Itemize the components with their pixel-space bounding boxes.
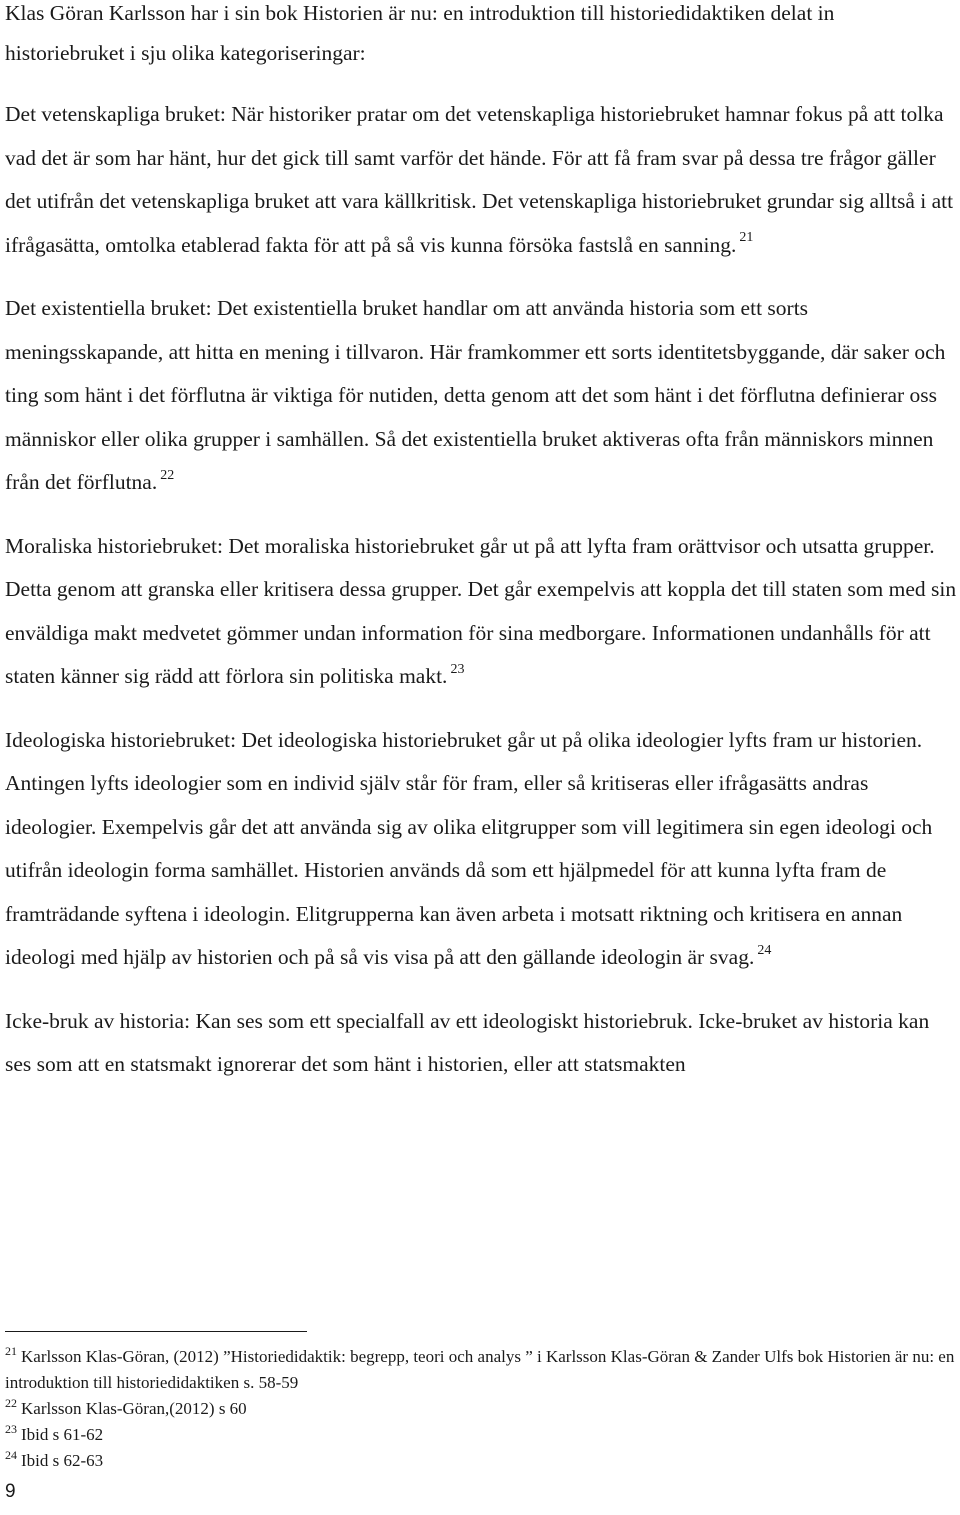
paragraph-ideologiska-historiebruket xyxy=(5,719,957,980)
footnote-24 xyxy=(5,1448,955,1474)
paragraph-text: Moraliska historiebruket: Det moraliska historiebruket går ut på att lyfta fram orättvisor och utsatta grupper. Detta genom att granska eller kritisera dessa grupper. Det går exempelvis att koppla det till staten som med sin enväldiga makt medvetet gömmer undan information för sina medborgare. Informationen undanhålls för att staten känner sig rädd att förlora sin politiska makt. xyxy=(5,533,957,688)
paragraph-intro xyxy=(5,0,957,73)
footnote-number: 24 xyxy=(5,1448,17,1463)
footnote-text: Karlsson Klas-Göran,(2012) s 60 xyxy=(21,1399,247,1418)
body-text xyxy=(5,0,957,1087)
footnote-reference[interactable]: 21 xyxy=(739,230,754,246)
footnote-separator xyxy=(5,1331,307,1332)
footnote-number: 22 xyxy=(5,1396,17,1411)
page-number: 9 xyxy=(5,1481,16,1502)
footnotes-section xyxy=(5,1344,955,1474)
paragraph-text: Icke-bruk av historia: Kan ses som ett specialfall av ett ideologiskt historiebruk. Icke-bruket av historia kan ses som att en statsmakt ignorerar det som hänt i historien, eller att statsmakten xyxy=(5,1008,930,1076)
footnote-number: 21 xyxy=(5,1344,17,1359)
paragraph-icke-bruk xyxy=(5,1000,957,1087)
footnote-reference[interactable]: 22 xyxy=(160,467,175,483)
paragraph-text: Ideologiska historiebruket: Det ideologiska historiebruket går ut på olika ideologier lyfts fram ur historien. Antingen lyfts ideologier som en individ själv står för fram, eller så kritiseras eller ifrågasätts andras ideologier. Exempelvis går det att använda sig av olika elitgrupper som vill legitimera sin egen ideologi och utifrån ideologin forma samhället. Historien används då som ett hjälpmedel för att kunna lyfta fram de framträdande syftena i ideologin. Elitgrupperna kan även arbeta i motsatt riktning och kritisera en annan ideologi med hjälp av historien och på så vis visa på att den gällande ideologin är svag. xyxy=(5,727,933,969)
paragraph-text: Klas Göran Karlsson har i sin bok Historien är nu: en introduktion till historiedidaktiken delat in historiebruket i sju olika kategoriseringar: xyxy=(5,1,835,65)
paragraph-existentiella-bruket xyxy=(5,287,957,505)
footnote-reference[interactable]: 23 xyxy=(450,661,465,677)
footnote-text: Karlsson Klas-Göran, (2012) ”Historiedidaktik: begrepp, teori och analys ” i Karlsson Klas-Göran & Zander Ulfs bok Historien är nu: en introduktion till historiedidaktiken s. 58-59 xyxy=(5,1347,955,1392)
footnote-22 xyxy=(5,1396,955,1422)
footnote-text: Ibid s 61-62 xyxy=(21,1425,104,1444)
footnote-text: Ibid s 62-63 xyxy=(21,1451,104,1470)
footnote-number: 23 xyxy=(5,1422,17,1437)
footnote-21 xyxy=(5,1344,955,1396)
footnote-reference[interactable]: 24 xyxy=(757,942,772,958)
paragraph-moraliska-historiebruket xyxy=(5,525,957,699)
footnote-23 xyxy=(5,1422,955,1448)
paragraph-text: Det vetenskapliga bruket: När historiker pratar om det vetenskapliga historiebruket hamnar fokus på att tolka vad det är som har hänt, hur det gick till samt varför det hände. För att få fram svar på dessa tre frågor gäller det utifrån det vetenskapliga bruket att vara källkritisk. Det vetenskapliga historiebruket grundar sig alltså i att ifrågasätta, omtolka etablerad fakta för att på så vis kunna försöka fastslå en sanning. xyxy=(5,102,954,257)
paragraph-text: Det existentiella bruket: Det existentiella bruket handlar om att använda historia som ett sorts meningsskapande, att hitta en mening i tillvaron. Här framkommer ett sorts identitetsbyggande, där saker och ting som hänt i det förflutna är viktiga för nutiden, detta genom att det som hänt i det förflutna definierar oss människor eller olika grupper i samhällen. Så det existentiella bruket aktiveras ofta från människors minnen från det förflutna. xyxy=(5,296,946,494)
paragraph-vetenskapliga-bruket xyxy=(5,93,957,267)
